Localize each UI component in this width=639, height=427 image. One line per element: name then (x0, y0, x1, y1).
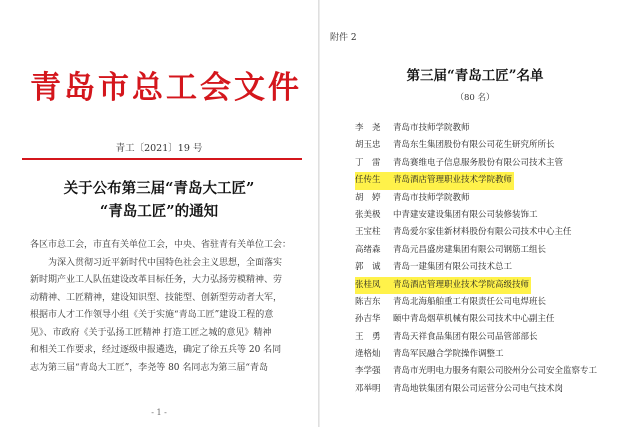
roster-row (355, 346, 625, 363)
roster-row (355, 155, 625, 172)
page-number: - 1 - (151, 408, 167, 417)
roster-unit: 青岛市光明电力服务有限公司胶州分公司安全监察专工 (393, 366, 598, 377)
body-line: 和相关工作要求，经过逐级申报遴选，确定了徐五兵等 20 名同 (30, 345, 282, 355)
roster-title: 第三届“青岛工匠”名单 (406, 68, 544, 84)
red-header-rule (22, 158, 302, 160)
roster-name: 任传生 (355, 172, 393, 189)
roster-unit: 青岛天祥食品集团有限公司品管部部长 (393, 331, 538, 342)
roster-row (355, 311, 625, 328)
roster-name: 张美极 (355, 209, 381, 220)
roster-unit: 青岛地铁集团有限公司运营分公司电气技术岗 (393, 383, 564, 394)
roster-row (355, 259, 625, 276)
roster-name: 邓举明 (355, 383, 381, 394)
roster-row (355, 381, 625, 398)
roster-row (355, 329, 625, 346)
roster-unit: 青岛酒店管理职业技术学院高级技师 (393, 277, 531, 294)
document-number: 青工〔2021〕19 号 (115, 143, 203, 154)
roster-count: （80 名） (455, 93, 495, 103)
roster-unit: 青岛酒店管理职业技术学院教师 (393, 172, 514, 189)
roster-unit: 青岛市技师学院教师 (393, 123, 470, 133)
roster-name: 丁 雷 (355, 157, 381, 168)
roster-unit: 青岛东生集团股份有限公司花生研究所所长 (393, 140, 555, 151)
roster-name: 王 勇 (355, 331, 381, 342)
roster-name: 陈吉东 (355, 296, 381, 307)
attachment-label: 附件 2 (330, 33, 357, 43)
body-line: 动精神、工匠精神，建设知识型、技能型、创新型劳动者大军， (30, 292, 283, 303)
roster-name: 高绪森 (355, 244, 381, 255)
body-line: 新时期产业工人队伍建设改革目标任务，大力弘扬劳模精神、劳 (30, 275, 283, 285)
body-line: 根据市人才工作领导小组《关于实施“青岛工匠”建设工程的意 (30, 310, 274, 320)
notice-body (30, 237, 302, 377)
roster-row (355, 363, 625, 380)
roster-unit: 青岛军民融合学院操作调整工 (393, 349, 504, 360)
roster-row-highlighted (355, 172, 625, 189)
roster-name: 孙吉华 (355, 314, 381, 325)
roster-row-highlighted (355, 277, 625, 294)
roster-name: 逄格灿 (355, 349, 381, 360)
roster-unit: 青岛一建集团有限公司技术总工 (393, 262, 513, 273)
body-line: 见》、市政府《关于弘扬工匠精神 打造工匠之城的意见》精神 (30, 327, 272, 338)
roster-list (355, 120, 625, 398)
roster-unit: 青岛市技师学院教师 (393, 192, 470, 203)
roster-name: 胡玉忠 (355, 140, 381, 151)
roster-unit: 青岛元昌盛房建集团有限公司钢筋工组长 (393, 244, 547, 255)
roster-name: 郭 诚 (355, 262, 381, 273)
roster-row (355, 207, 625, 224)
roster-name: 王宝柱 (355, 227, 381, 238)
roster-row (355, 120, 625, 137)
roster-row (355, 190, 625, 207)
document-header-title: 青岛市总工会文件 (30, 70, 302, 106)
roster-name: 李 尧 (355, 123, 381, 133)
roster-unit: 中青建安建设集团有限公司装修装饰工 (393, 209, 538, 220)
roster-name: 胡 婷 (355, 192, 381, 203)
body-line: 为深入贯彻习近平新时代中国特色社会主义思想，全面落实 (48, 257, 283, 268)
roster-name: 李学强 (355, 366, 381, 377)
body-line: 志为第三届“青岛大工匠”，李尧等 80 名同志为第三届“青岛 (30, 362, 268, 373)
roster-unit: 颐中青岛烟草机械有限公司技术中心副主任 (393, 314, 555, 325)
addressee-line: 各区市总工会，市直有关单位工会，中央、省驻青有关单位工会： (30, 240, 292, 250)
roster-row (355, 242, 625, 259)
notice-title-line-2: “青岛工匠”的通知 (99, 203, 219, 220)
roster-unit: 青岛北海船舶重工有限责任公司电焊班长 (393, 296, 547, 307)
roster-unit: 青岛赛维电子信息服务股份有限公司技术主管 (393, 157, 564, 168)
notice-title (0, 177, 318, 223)
roster-unit: 青岛爱尔家佳新材料股份有限公司技术中心主任 (393, 227, 572, 238)
roster-row (355, 137, 625, 154)
notice-title-line-1: 关于公布第三届“青岛大工匠” (63, 180, 255, 197)
roster-row (355, 294, 625, 311)
roster-name: 张桂凤 (355, 277, 393, 294)
roster-row (355, 224, 625, 241)
